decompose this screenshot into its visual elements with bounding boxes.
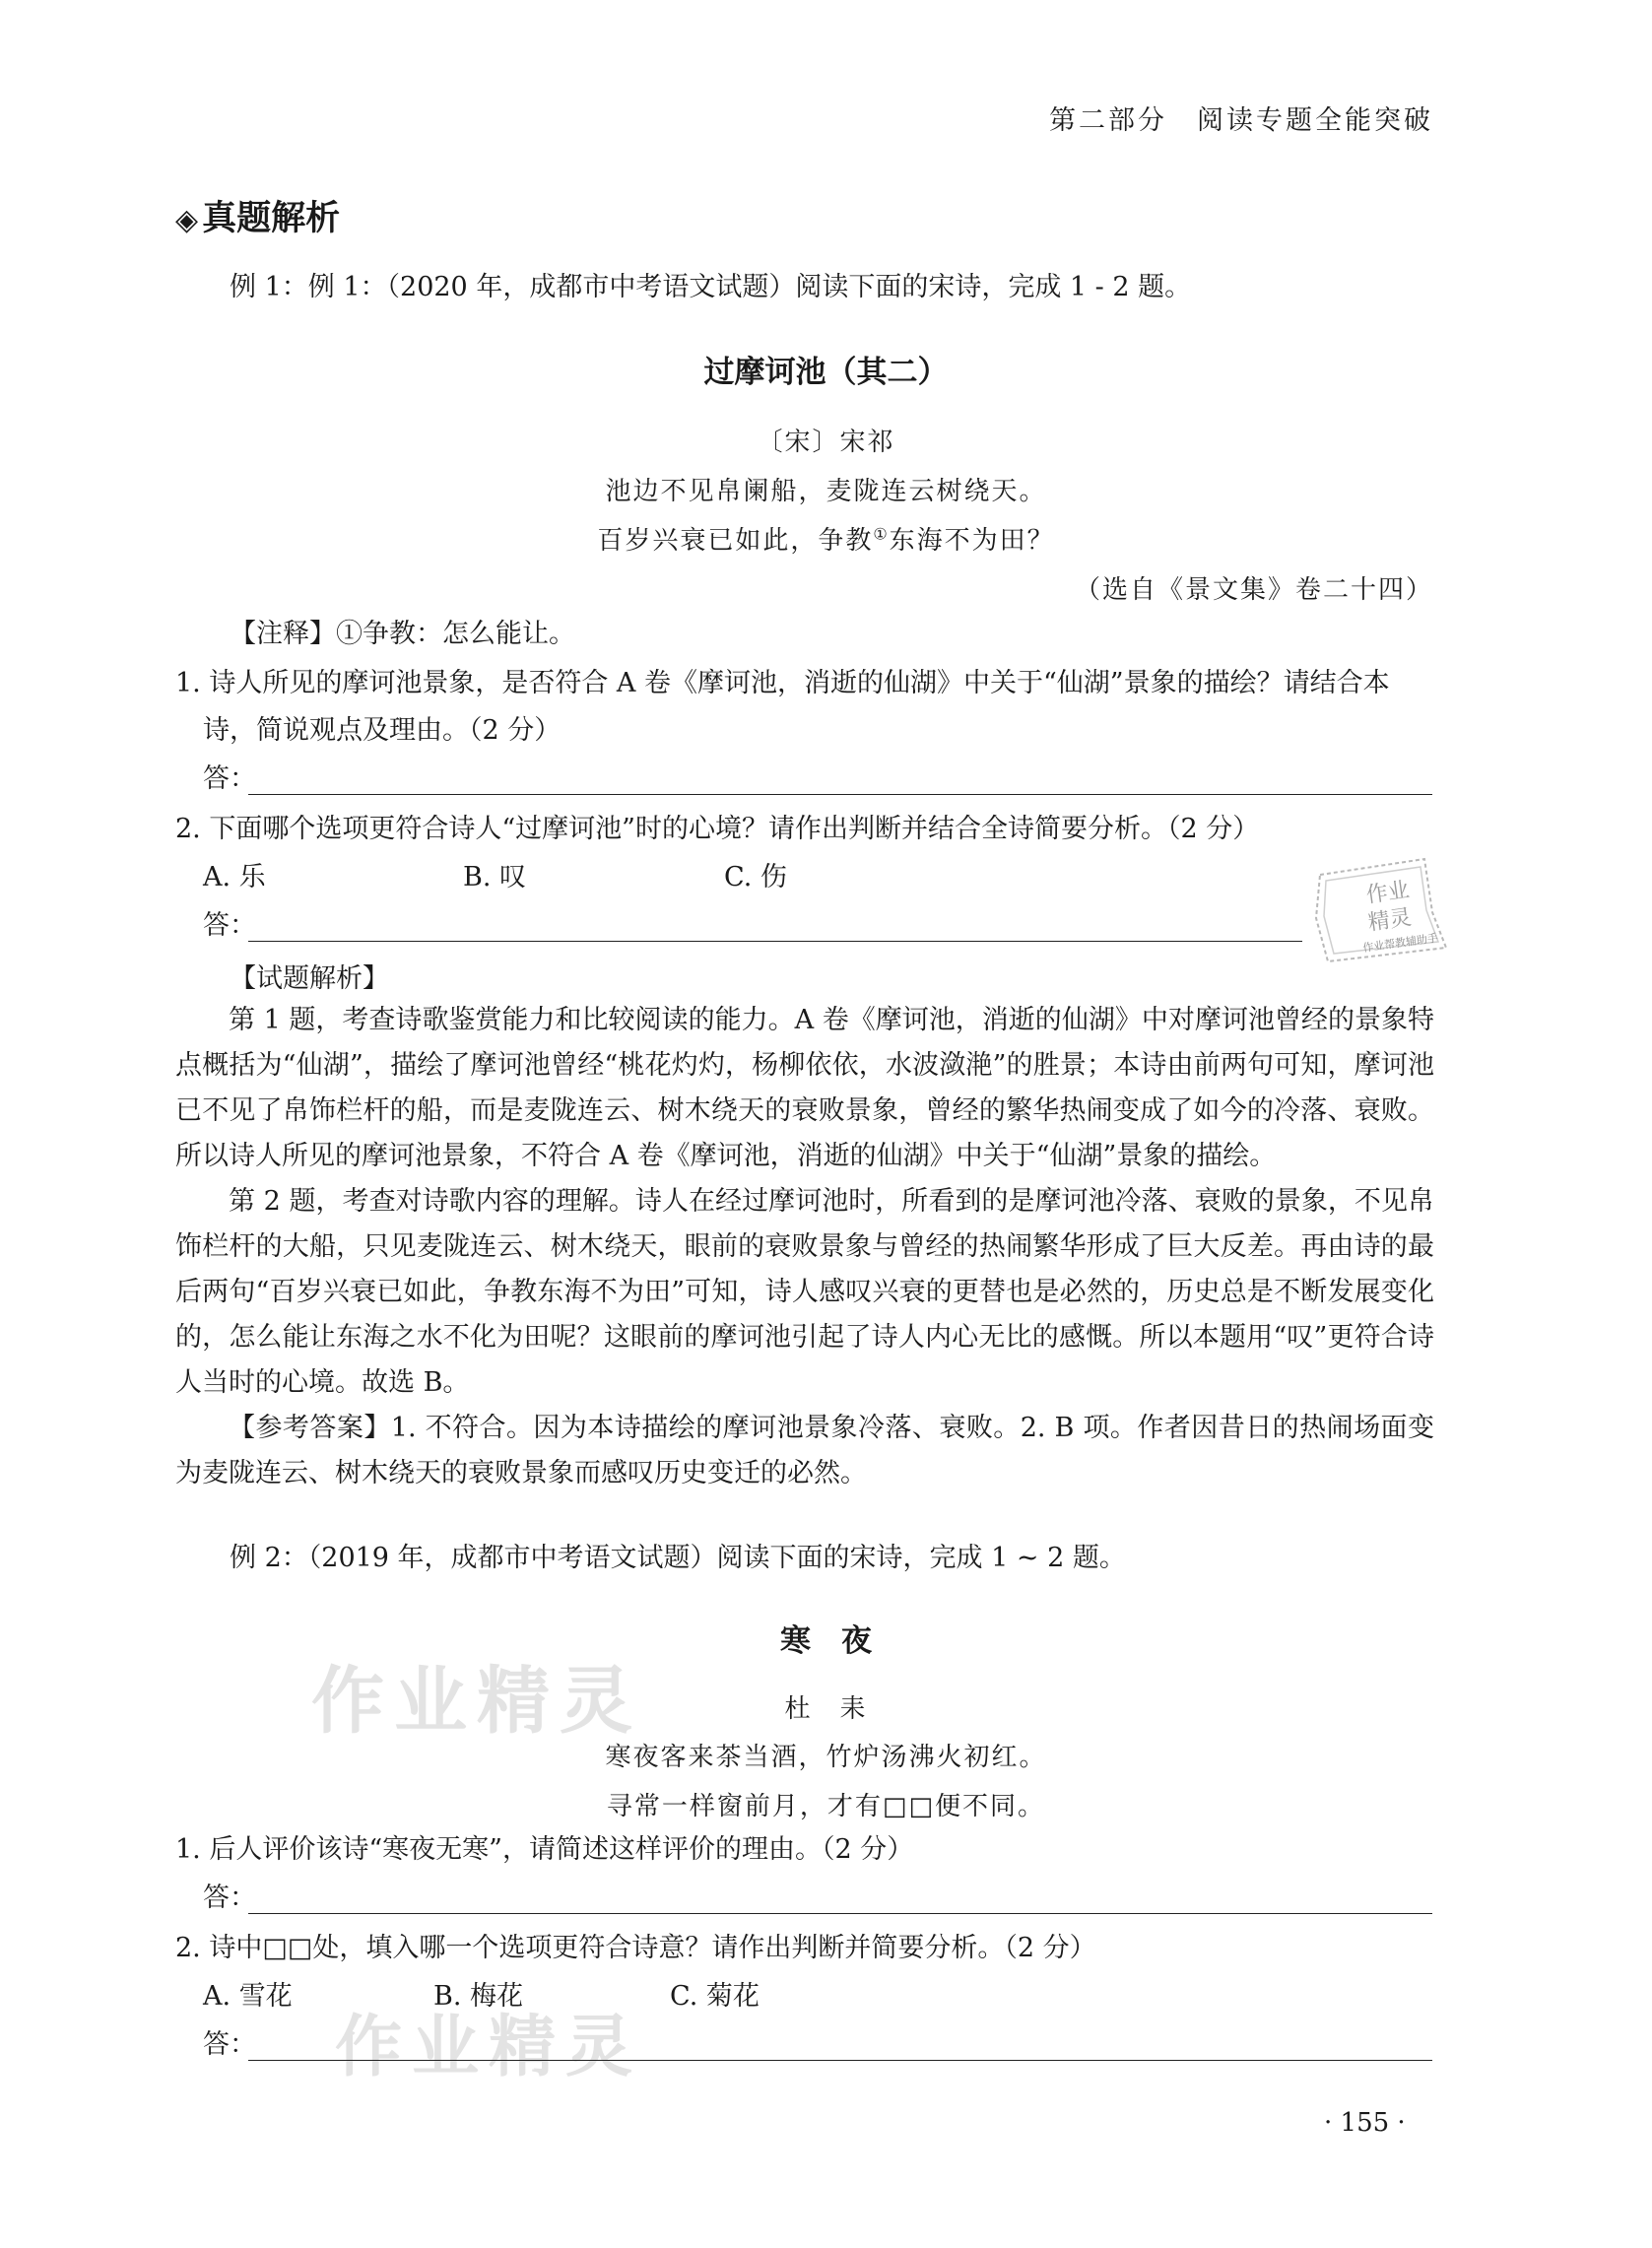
example2-answer2-line[interactable] xyxy=(248,2060,1432,2061)
example1-question1-line2: 诗，简说观点及理由。（2 分） xyxy=(203,715,562,746)
example2-question1: 1. 后人评价该诗“寒夜无寒”，请简述这样评价的理由。（2 分） xyxy=(175,1834,914,1865)
running-header: 第二部分 阅读专题全能突破 xyxy=(1049,105,1433,136)
example2-answer1-label: 答： xyxy=(203,1883,256,1913)
example2-intro: 例 2：（2019 年，成都市中考语文试题）阅读下面的宋诗，完成 1 ~ 2 题。 xyxy=(230,1543,1126,1573)
analysis-paragraph-2: 第 2 题，考查对诗歌内容的理解。诗人在经过摩诃池时，所看到的是摩诃池冷落、衰败的景象，不见帛饰栏杆的大船，只见麦陇连云、树木绕天，眼前的衰败景象与曾经的热闹繁华形成了巨大反差。再由诗的最后两句“百岁兴衰已如此，争教东海不为田”可知，诗人感叹兴衰的更替也是必然的，历史总是不断发展变化的，怎么能让东海之水不化为田呢？这眼前的摩诃池引起了诗人内心无比的感慨。所以本题用“叹”更符合诗人当时的心境。故选 B。 xyxy=(175,1186,1434,1398)
example2-poem-line2: 寻常一样窗前月，才有□□便不同。 xyxy=(606,1792,1046,1821)
example1-answer2-label: 答： xyxy=(203,910,256,941)
example1-answer1-label: 答： xyxy=(203,763,256,794)
example1-poem-author: 〔宋〕宋祁 xyxy=(757,428,895,457)
example2-poem-title: 寒 夜 xyxy=(780,1623,872,1659)
example1-note: 【注释】①争教：怎么能让。 xyxy=(230,619,575,649)
example2-poem-line1: 寒夜客来茶当酒，竹炉汤沸火初红。 xyxy=(605,1743,1047,1772)
watermark-stamp-line3: 作业帮教辅助手 xyxy=(1361,931,1439,955)
example2-answer1-line[interactable] xyxy=(248,1913,1432,1914)
example1-poem-line1: 池边不见帛阑船，麦陇连云树绕天。 xyxy=(605,477,1047,506)
example2-question2: 2. 诗中□□处，填入哪一个选项更符合诗意？请作出判断并简要分析。（2 分） xyxy=(175,1933,1096,1963)
page-number: · 155 · xyxy=(1324,2108,1406,2138)
example1-q2-option-c: C. 伤 xyxy=(724,862,787,893)
example1-q2-option-a: A. 乐 xyxy=(203,862,266,893)
example1-question2: 2. 下面哪个选项更符合诗人“过摩诃池”时的心境？请作出判断并结合全诗简要分析。（2 分） xyxy=(175,814,1260,844)
example1-poem-line2: 百岁兴衰已如此，争教①东海不为田？ xyxy=(597,524,1055,556)
example1-poem-source: （选自《景文集》卷二十四） xyxy=(1074,575,1433,605)
example1-question1-line1: 1. 诗人所见的摩诃池景象，是否符合 A 卷《摩诃池，消逝的仙湖》中关于“仙湖”景象的描绘？请结合本 xyxy=(175,668,1390,698)
watermark-text-1: 作业精灵 xyxy=(311,1659,642,1744)
watermark-stamp-line1: 作业 xyxy=(1364,878,1412,908)
analysis-label: 【试题解析】 xyxy=(230,963,389,994)
watermark-stamp-icon xyxy=(1306,853,1452,969)
example1-answer1-line[interactable] xyxy=(248,794,1432,795)
example1-q2-option-b: B. 叹 xyxy=(463,862,527,893)
watermark-text-2: 作业精灵 xyxy=(335,2009,643,2086)
answer-key: 【参考答案】1. 不符合。因为本诗描绘的摩诃池景象冷落、衰败。2. B 项。作者因昔日的热闹场面变为麦陇连云、树木绕天的衰败景象而感叹历史变迁的必然。 xyxy=(175,1413,1434,1488)
example1-intro: 例 1：例 1：（2020 年，成都市中考语文试题）阅读下面的宋诗，完成 1 - 2 题。 xyxy=(230,272,1192,302)
section-title-text: 真题解析 xyxy=(202,199,341,238)
example2-poem-author: 杜 耒 xyxy=(784,1694,868,1724)
watermark-stamp-line2: 精灵 xyxy=(1366,905,1414,936)
analysis-paragraph-1: 第 1 题，考查诗歌鉴赏能力和比较阅读的能力。A 卷《摩诃池，消逝的仙湖》中对摩诃池曾经的景象特点概括为“仙湖”，描绘了摩诃池曾经“桃花灼灼，杨柳依依，水波潋滟”的胜景；本诗由前两句可知，摩诃池已不见了帛饰栏杆的船，而是麦陇连云、树木绕天的衰败景象，曾经的繁华热闹变成了如今的冷落、衰败。所以诗人所见的摩诃池景象，不符合 A 卷《摩诃池，消逝的仙湖》中关于“仙湖”景象的描绘。 xyxy=(175,1005,1434,1171)
section-title xyxy=(175,191,340,240)
watermark-stamp xyxy=(1306,853,1452,969)
footnote-marker: ① xyxy=(873,524,890,544)
example1-answer2-line[interactable] xyxy=(248,941,1302,942)
example1-poem-title: 过摩诃池（其二） xyxy=(703,355,949,390)
example2-q2-option-c: C. 菊花 xyxy=(670,1981,760,2012)
example2-answer2-label: 答： xyxy=(203,2029,256,2060)
example2-q2-option-b: B. 梅花 xyxy=(433,1981,524,2012)
diamond-bullet-icon: ◈ xyxy=(175,203,199,237)
example2-q2-option-a: A. 雪花 xyxy=(203,1981,293,2012)
